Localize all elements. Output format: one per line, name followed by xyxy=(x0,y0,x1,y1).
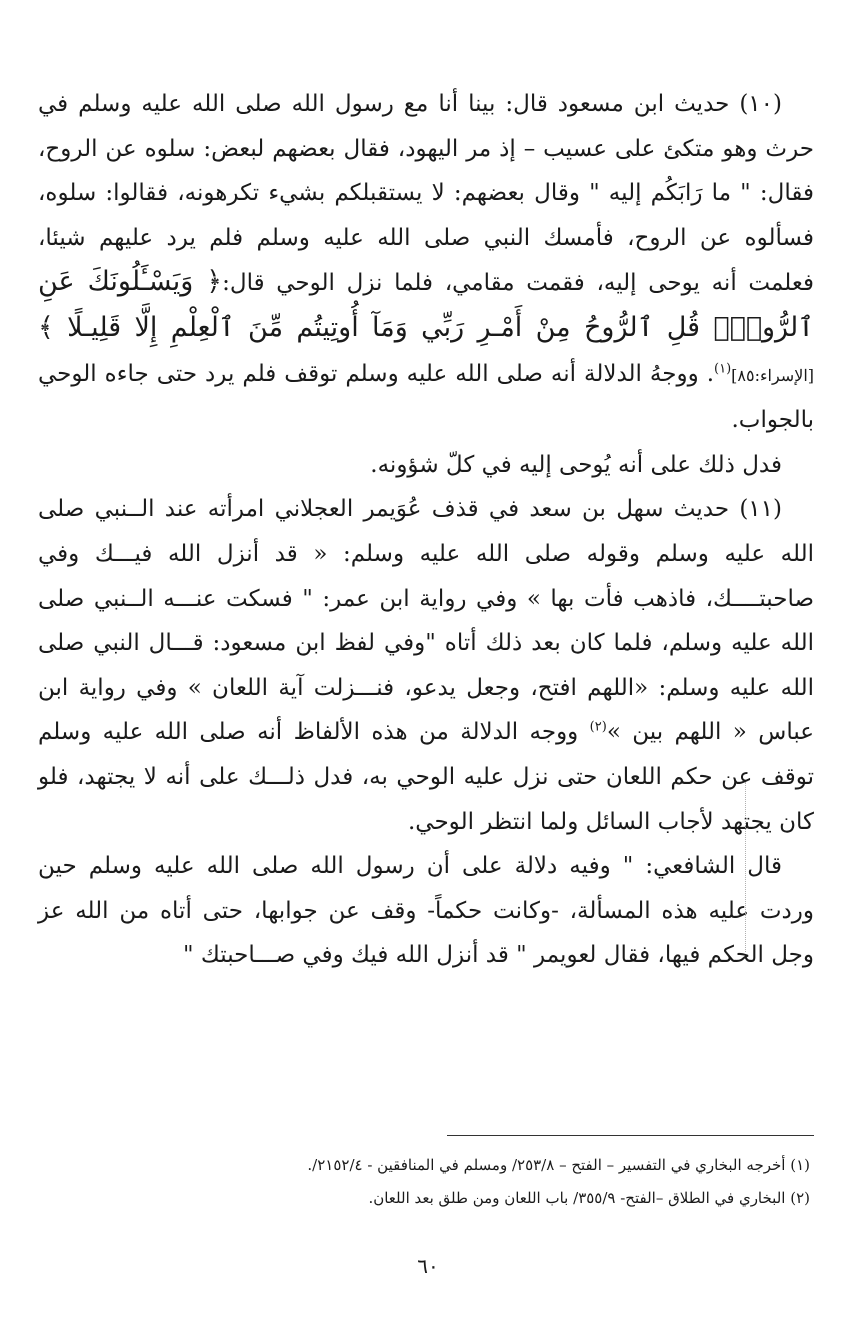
paragraph-text: قال الشافعي: " وفيه دلالة على أن رسول الله صلى الله عليه وسلم حين وردت عليه هذه المسألة، -وكانت حكماً- وقف عن جوابها، حتى أتاه من الله عز وجل الحكم فيها، فقال لعويمر " قد أنزل الله فيك وفي صـــاحبتك " xyxy=(38,853,814,969)
quran-verse: ﴿ وَيَسْـَٔلُونَكَ عَنِ ٱلرُّوحِۖ قُلِ ٱلرُّوحُ مِنْ أَمْـرِ رَبِّي وَمَآ أُوتِيتُم مِّنَ ٱلْعِلْمِ إِلَّا قَلِيـلًا ﴾ xyxy=(38,266,814,343)
footnote-2: (٢) البخاري في الطلاق –الفتح- ٣٥٥/٩/ باب اللعان ومن طلق بعد اللعان. xyxy=(368,1189,810,1207)
paragraph-tail: . ووجهُ الدلالة أنه صلى الله عليه وسلم توقف فلم يرد حتى جاءه الوحي بالجواب. xyxy=(38,360,814,434)
paragraph-conclusion xyxy=(38,443,814,488)
footnote-divider xyxy=(447,1135,814,1136)
paragraph-hadith-10 xyxy=(38,82,814,443)
page-body xyxy=(38,82,814,978)
paragraph-shafii-quote xyxy=(38,844,814,978)
footnote-1: (١) أخرجه البخاري في التفسير – الفتح – ٢٥٣/٨/ ومسلم في المنافقين - ٢١٥٢/٤/. xyxy=(307,1156,810,1174)
page-number: ٦٠ xyxy=(417,1254,439,1278)
paragraph-text: (١١) حديث سهل بن سعد في قذف عُوَيمر العجلاني امرأته عند الــنبي صلى الله عليه وسلم وقوله صلى الله عليه وسلم: « قد أنزل الله فيـــك وفي صاحبتــــك، فاذهب فأت بها » وفي رواية ابن عمر: " فسكت عنـــه الــنبي صلى الله عليه وسلم، فلما كان بعد ذلك أتاه "وفي لفظ ابن مسعود: قـــال النبي صلى الله عليه وسلم: «اللهم افتح، وجعل يدعو، فنـــزلت آية اللعان » وفي رواية ابن عباس « اللهم بين » xyxy=(38,496,814,746)
paragraph-hadith-11 xyxy=(38,487,814,844)
paragraph-text: (١٠) حديث ابن مسعود قال: بينا أنا مع رسول الله صلى الله عليه وسلم في حرث وهو متكئ على عسيب – إذ مر اليهود، فقال بعضهم لبعض: سلوه عن الروح، فقال: " ما رَابَكُم إليه " وقال بعضهم: لا يستقبلكم بشيء تكرهونه، فقالوا: سلوه، فسألوه عن الروح، فأمسك النبي صلى الله عليه وسلم فلم يرد عليهم شيئا، فعلمت أنه يوحى إليه، فقمت مقامي، فلما نزل الوحي قال: xyxy=(38,91,814,297)
paragraph-text: فدل ذلك على أنه يُوحى إليه في كلّ شؤونه. xyxy=(370,451,782,478)
footnotes-section xyxy=(38,1149,814,1215)
footnote-mark-2[interactable]: (٢) xyxy=(589,719,607,735)
paragraph-tail: ووجه الدلالة من هذه الألفاظ أنه صلى الله عليه وسلم توقف عن حكم اللعان حتى نزل عليه الوحي به، فدل ذلـــك على أنه لا يجتهد، فلو كان يجتهد لأجاب السائل ولما انتظر الوحي. xyxy=(38,719,814,835)
footnote-mark-1[interactable]: (١) xyxy=(714,360,732,376)
verse-reference: [الإسراء:٨٥] xyxy=(731,365,814,385)
margin-marker xyxy=(745,782,747,952)
